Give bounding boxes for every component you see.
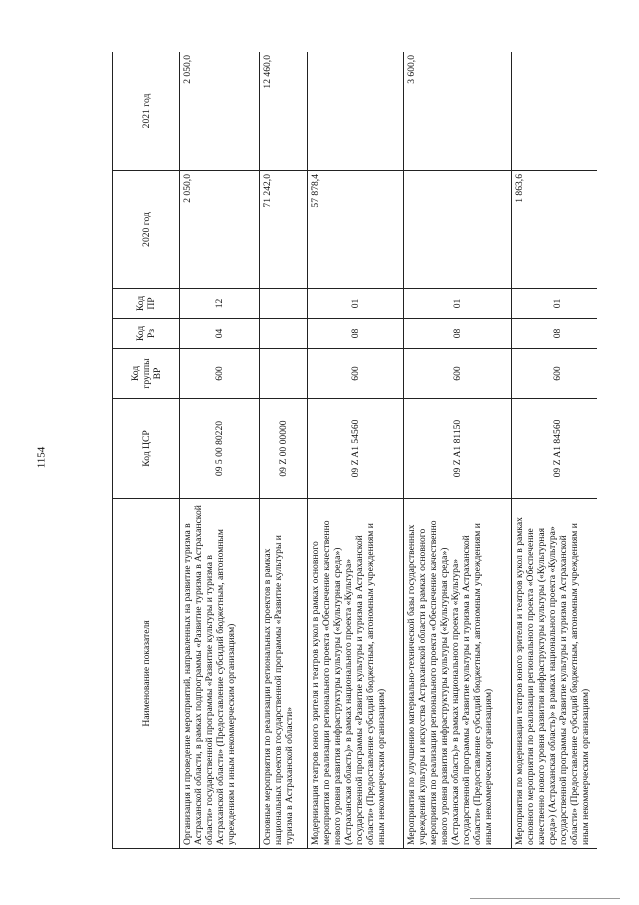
row-2020 xyxy=(404,171,512,289)
rotated-table-frame xyxy=(112,52,597,849)
row-pr: 01 xyxy=(308,289,404,319)
row-rz: 08 xyxy=(308,319,404,349)
row-name: Мероприятия по модернизации театров юного зрителя и театров кукол в рамках основного мероприятия по реализации регионального проекта «Обеспечение качественно нового уровня развития инфраструктуры культуры («Культурная среда») (Астраханская область)» в рамках национального проекта «Культура» государственной программы «Развитие культуры и туризма в Астраханской области» (Предоставление субсидий бюджетным, автономным учреждениям и иным некоммерческим организациям) xyxy=(512,499,598,849)
row-rz: 08 xyxy=(404,319,512,349)
row-2020: 57 878,4 xyxy=(308,171,404,289)
row-vr: 600 xyxy=(512,349,598,399)
budget-table xyxy=(112,52,597,849)
row-2021 xyxy=(308,52,404,171)
table-row xyxy=(512,52,598,849)
row-2020: 2 050,0 xyxy=(180,171,260,289)
row-vr: 600 xyxy=(180,349,260,399)
header-vr: Код группы ВР xyxy=(113,349,180,399)
rotated-table-container xyxy=(112,52,597,849)
scan-artifact-line xyxy=(470,898,620,899)
row-name: Основные мероприятия по реализации региональных проектов в рамках национальных проектов государственной программы «Развитие культуры и туризма в Астраханской области» xyxy=(260,499,308,849)
header-2021: 2021 год xyxy=(113,52,180,171)
row-csr: 09 5 00 80220 xyxy=(180,399,260,499)
table-row xyxy=(308,52,404,849)
row-name: Мероприятия по улучшению материально-технической базы государственных учреждений культуры и искусства Астраханской области в рамках основного мероприятия по реализации регионального проекта «Обеспечение качественно нового уровня развития инфраструктуры культуры («Культурная среда») (Астраханская область)» в рамках национального проекта «Культура» государственной программы «Развитие культуры и туризма в Астраханской области» (Предоставление субсидий бюджетным, автономным учреждениям и иным некоммерческим организациям) xyxy=(404,499,512,849)
table-row xyxy=(180,52,260,849)
row-csr: 09 Z 00 00000 xyxy=(260,399,308,499)
row-2021: 3 600,0 xyxy=(404,52,512,171)
row-2021: 2 050,0 xyxy=(180,52,260,171)
header-2020: 2020 год xyxy=(113,171,180,289)
row-2021: 12 460,0 xyxy=(260,52,308,171)
header-name: Наименование показателя xyxy=(113,499,180,849)
table-row xyxy=(260,52,308,849)
row-rz: 04 xyxy=(180,319,260,349)
row-vr xyxy=(260,349,308,399)
row-csr: 09 Z A1 54560 xyxy=(308,399,404,499)
page-number: 1154 xyxy=(35,446,48,469)
row-csr: 09 Z A1 84560 xyxy=(512,399,598,499)
row-rz: 08 xyxy=(512,319,598,349)
row-2021 xyxy=(512,52,598,171)
header-csr: Код ЦСР xyxy=(113,399,180,499)
row-2020: 71 242,0 xyxy=(260,171,308,289)
table-header-row xyxy=(113,52,180,849)
row-2020: 1 863,6 xyxy=(512,171,598,289)
row-vr: 600 xyxy=(308,349,404,399)
row-pr: 12 xyxy=(180,289,260,319)
row-pr xyxy=(260,289,308,319)
row-pr: 01 xyxy=(512,289,598,319)
row-csr: 09 Z A1 81150 xyxy=(404,399,512,499)
header-pr: Код ПР xyxy=(113,289,180,319)
row-rz xyxy=(260,319,308,349)
table-row xyxy=(404,52,512,849)
row-name: Организация и проведение мероприятий, направленных на развитие туризма в Астраханской области, в рамках подпрограммы «Развитие туризма в Астраханской области» государственной программы «Развитие культуры и туризма в Астраханской области» (Предоставление субсидий бюджетным, автономным учреждениям и иным некоммерческим организациям) xyxy=(180,499,260,849)
row-name: Модернизация театров юного зрителя и театров кукол в рамках основного мероприятия по реализации регионального проекта «Обеспечение качественно нового уровня развития инфраструктуры культуры («Культурная среда») (Астраханская область)» в рамках национального проекта «Культура» государственной программы «Развитие культуры и туризма в Астраханской области» (Предоставление субсидий бюджетным, автономным учреждениям и иным некоммерческим организациям) xyxy=(308,499,404,849)
row-pr: 01 xyxy=(404,289,512,319)
row-vr: 600 xyxy=(404,349,512,399)
header-rz: Код Рз xyxy=(113,319,180,349)
